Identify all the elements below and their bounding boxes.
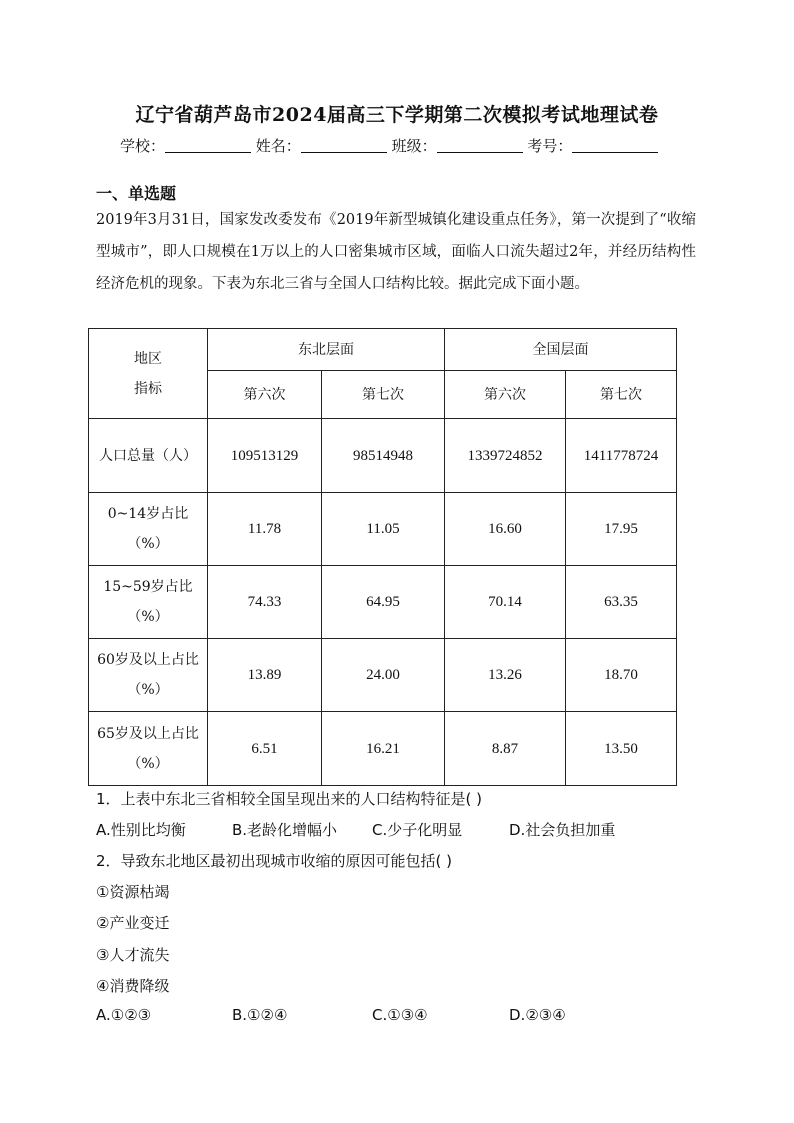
table-cell: 74.33 xyxy=(208,566,322,639)
table-row xyxy=(89,493,677,566)
q2-item: ①资源枯竭 xyxy=(96,883,170,901)
table-cell: 17.95 xyxy=(566,493,677,566)
corner-indicator-label: 指标 xyxy=(134,380,162,397)
subheader-cell: 第七次 xyxy=(566,371,677,419)
table-row xyxy=(89,419,677,493)
table-row xyxy=(89,639,677,712)
table-cell: 63.35 xyxy=(566,566,677,639)
class-blank xyxy=(437,138,523,153)
name-blank xyxy=(301,138,387,153)
q2-option-b[interactable]: B.①②④ xyxy=(232,1006,288,1024)
table-header-row xyxy=(89,329,677,371)
table-cell: 1339724852 xyxy=(445,419,566,493)
q2-option-c[interactable]: C.①③④ xyxy=(372,1006,428,1024)
class-label: 班级： xyxy=(391,137,437,155)
school-label: 学校： xyxy=(120,137,166,155)
table-cell: 13.26 xyxy=(445,639,566,712)
header-national: 全国层面 xyxy=(445,329,677,371)
question-1-stem: 1．上表中东北三省相较全国呈现出来的人口结构特征是( ) xyxy=(96,790,483,808)
table-cell: 64.95 xyxy=(322,566,445,639)
intro-paragraph: 2019年3月31日，国家发改委发布《2019年新型城镇化建设重点任务》，第一次提到了“收缩型城市”，即人口规模在1万以上的人口密集城市区域，面临人口流失超过2年，并经历结构性经济危机的现象。下表为东北三省与全国人口结构比较。据此完成下面小题。 xyxy=(96,212,696,292)
table-cell: 6.51 xyxy=(208,712,322,786)
table-cell: 1411778724 xyxy=(566,419,677,493)
school-blank xyxy=(165,138,251,153)
table-cell: 109513129 xyxy=(208,419,322,493)
table-cell: 11.78 xyxy=(208,493,322,566)
table-cell: 18.70 xyxy=(566,639,677,712)
table-cell: 16.60 xyxy=(445,493,566,566)
table-corner-cell xyxy=(89,329,208,419)
row-label: 15~59岁占比（%） xyxy=(89,566,208,639)
number-label: 考号： xyxy=(527,137,573,155)
exam-title: 辽宁省葫芦岛市2024届高三下学期第二次模拟考试地理试卷 xyxy=(135,104,659,126)
q2-option-a[interactable]: A.①②③ xyxy=(96,1006,152,1024)
row-label: 60岁及以上占比（%） xyxy=(89,639,208,712)
name-label: 姓名： xyxy=(255,137,301,155)
q1-option-a[interactable]: A.性别比均衡 xyxy=(96,821,186,839)
q2-item: ③人才流失 xyxy=(96,946,170,964)
q2-item: ②产业变迁 xyxy=(96,914,170,932)
number-blank xyxy=(572,138,658,153)
row-label: 0~14岁占比（%） xyxy=(89,493,208,566)
row-label: 人口总量（人） xyxy=(89,419,208,493)
subheader-cell: 第七次 xyxy=(322,371,445,419)
table-cell: 16.21 xyxy=(322,712,445,786)
subheader-cell: 第六次 xyxy=(445,371,566,419)
table-cell: 13.89 xyxy=(208,639,322,712)
table-cell: 13.50 xyxy=(566,712,677,786)
q2-option-d[interactable]: D.②③④ xyxy=(509,1006,566,1024)
q1-option-c[interactable]: C.少子化明显 xyxy=(372,821,463,839)
header-northeast: 东北层面 xyxy=(208,329,445,371)
table-cell: 70.14 xyxy=(445,566,566,639)
subheader-cell: 第六次 xyxy=(208,371,322,419)
population-table xyxy=(88,328,677,786)
table-cell: 8.87 xyxy=(445,712,566,786)
table-cell: 11.05 xyxy=(322,493,445,566)
student-info-line xyxy=(120,135,680,156)
table-cell: 98514948 xyxy=(322,419,445,493)
q2-item: ④消费降级 xyxy=(96,977,170,995)
q1-option-d[interactable]: D.社会负担加重 xyxy=(509,821,616,839)
row-label: 65岁及以上占比（%） xyxy=(89,712,208,786)
table-row xyxy=(89,712,677,786)
q1-option-b[interactable]: B.老龄化增幅小 xyxy=(232,821,338,839)
corner-region-label: 地区 xyxy=(134,350,162,367)
table-row xyxy=(89,566,677,639)
question-2-stem: 2．导致东北地区最初出现城市收缩的原因可能包括( ) xyxy=(96,852,453,870)
section-title: 一、单选题 xyxy=(96,184,177,203)
table-cell: 24.00 xyxy=(322,639,445,712)
